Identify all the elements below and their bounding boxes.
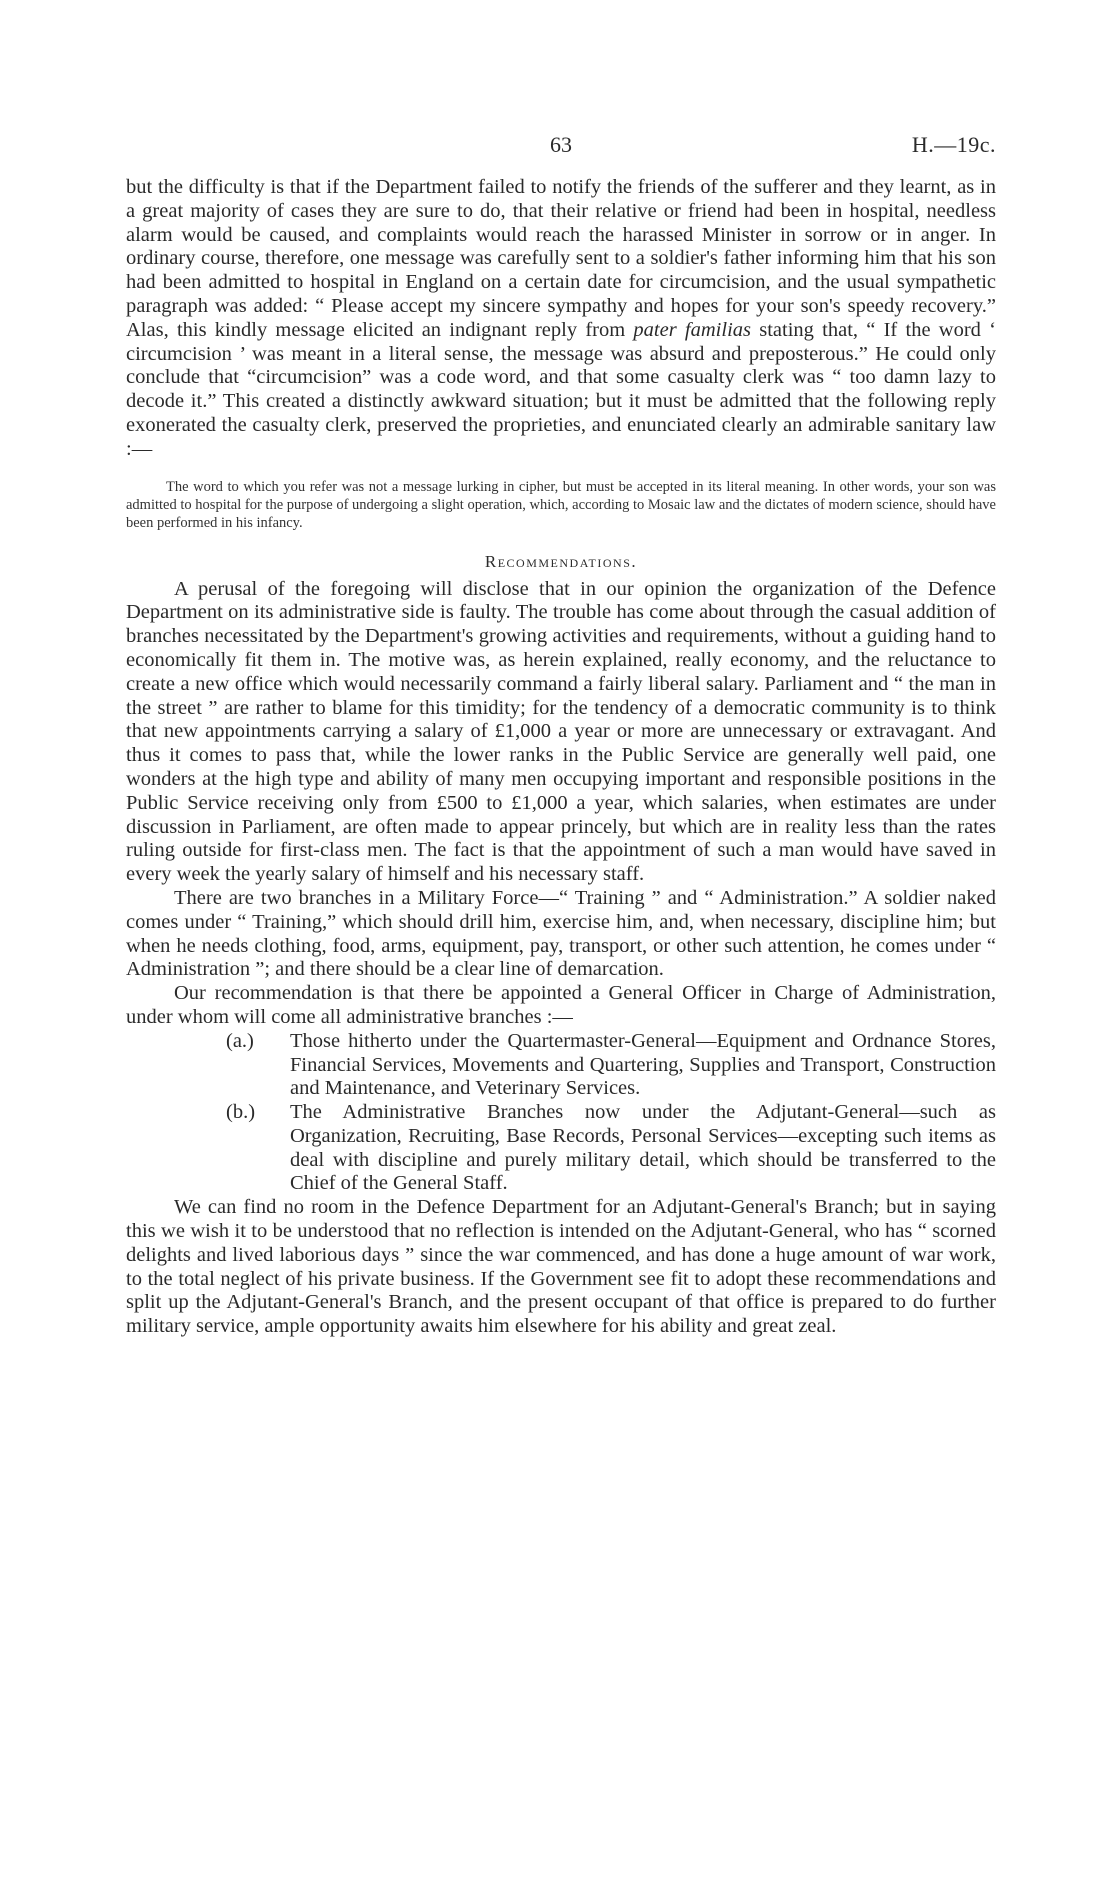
paragraph: Our recommendation is that there be appointed a General Officer in Charge of Administration, under whom will come all administrative branches :— [126,982,996,1028]
paragraph: A perusal of the foregoing will disclose that in our opinion the organization of the Defence Department on its administrative side is faulty. The trouble has come about through the casual addition of branches necessitated by the Department's growing activities and requirements, without a guiding hand to economically fit them in. The motive was, as herein explained, really economy, and the reluctance to create a new office which would necessarily command a fairly liberal salary. Parliament and “ the man in the street ” are rather to blame for this timidity; for the tendency of a democratic community is to think that new appointments carrying a salary of £1,000 a year or more are unnecessary or extravagant. And thus it comes to pass that, while the lower ranks in the Public Service are generally well paid, one wonders at the high type and ability of many men occupying important and responsible positions in the Public Service receiving only from £500 to £1,000 a year, which salaries, when estimates are under discussion in Parliament, are often made to appear princely, but which are in reality less than the rates ruling outside for first-class men. The fact is that the appointment of such a man would have saved in every week the yearly salary of himself and his necessary staff. [126,577,996,886]
page-header [126,132,996,162]
block-quote: The word to which you refer was not a message lurking in cipher, but must be accepted in its literal meaning. In other words, your son was admitted to hospital for the purpose of undergoing a slight operation, which, according to Mosaic law and the dictates of modern science, should have been performed in his infancy. [126,478,996,531]
list-item [126,1030,996,1101]
paragraph: We can find no room in the Defence Department for an Adjutant-General's Branch; but in saying this we wish it to be understood that no reflection is intended on the Adjutant-General, who has “ scorned delights and lived laborious days ” since the war commenced, and has done a huge amount of war work, to the total neglect of his private business. If the Government see fit to adopt these recommendations and split up the Adjutant-General's Branch, and the present occupant of that office is prepared to do further military service, ample opportunity awaits him elsewhere for his ability and great zeal. [126,1196,996,1338]
list-item-text: Those hitherto under the Quartermaster-General—Equipment and Ordnance Stores, Financial Services, Movements and Quartering, Supplies and Transport, Construction and Maintenance, and Veterinary Services. [290,1029,996,1100]
list-marker: (b.) [226,1101,256,1124]
document-body [126,176,996,1339]
list-marker: (a.) [226,1029,254,1052]
paragraph: There are two branches in a Military Force—“ Training ” and “ Administration.” A soldier naked comes under “ Training,” which should drill him, exercise him, and, when necessary, discipline him; but when he needs clothing, food, arms, equipment, pay, transport, or other such attention, he comes under “ Administration ”; and there should be a clear line of demarcation. [126,886,996,981]
paragraph-text: stating that, “ If the word ‘ circumcision ’ was meant in a literal sense, the message was absurd and preposterous.” He could only conclude that “circumcision” was a code word, and that some casualty clerk was “ too damn lazy to decode it.” This created a distinctly awkward situation; but it must be admitted that the following reply exonerated the casualty clerk, preserved the proprieties, and enunciated clearly an admirable sanitary law :— [126,318,996,460]
page-number: 63 [550,132,572,157]
section-heading: Recommendations. [484,551,638,571]
paragraph-text: but the difficulty is that if the Department failed to notify the friends of the sufferer and they learnt, as in a great majority of cases they are sure to do, that their relative or friend had been in hospital, needless alarm would be caused, and complaints would reach the harassed Minister in sorrow or in anger. In ordinary course, therefore, one message was carefully sent to a soldier's father informing him that his son had been admitted to hospital in England on a certain date for circumcision, and the usual sympathetic paragraph was added: “ Please accept my sincere sympathy and hopes for your son's speedy recovery.” Alas, this kindly message elicited an indignant reply from [126,176,996,341]
list-item [126,1101,996,1196]
document-reference: H.—19c. [911,132,996,157]
list-item-text: The Administrative Branches now under the Adjutant-General—such as Organization, Recruiting, Base Records, Personal Services—excepting such items as deal with discipline and purely military detail, which should be transferred to the Chief of the General Staff. [290,1101,996,1195]
italic-phrase: pater familias [633,318,752,341]
paragraph-continuation [126,176,996,462]
